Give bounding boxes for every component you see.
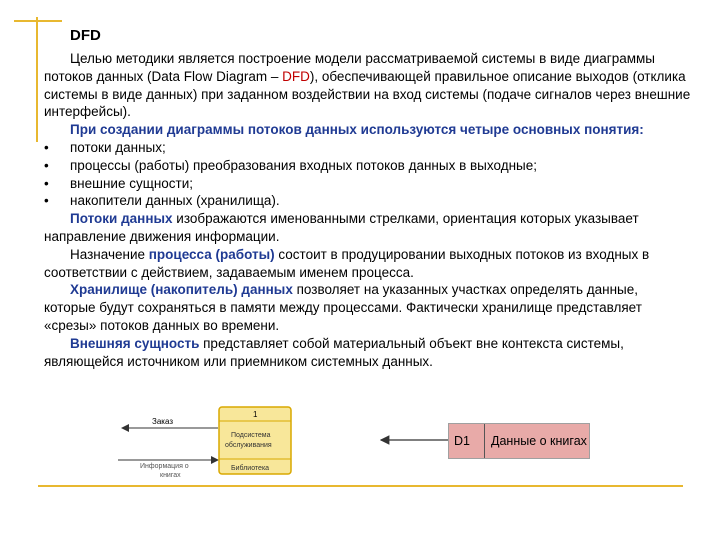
paragraph-goal-text: Целью методики является построение модели рассматриваемой системы в виде диаграммы потоков данных (Data Flow Diagram – [44,51,656,84]
paragraph-store-text: позволяет на указанных участках определять данные, которые будут сохраняться в памяти между процессами. Фактически хранилище представляет «срезы» потоков данных во времени. [44,282,642,333]
paragraph-flows-text: изображаются именованными стрелками, ориентация которых указывает направление движения информации. [44,211,639,244]
dfd-highlight: DFD [282,68,310,84]
paragraph-goal-text-end: ), обеспечивающей правильное описание выходов (отклика системы в виде данных) при заданном воздействии на вход системы (подаче сигналов через внешние интерфейсы). [44,68,691,120]
accent-vertical-line [36,17,38,142]
paragraph-process-start: Назначение [70,246,149,262]
bullet-mark: • [44,193,49,209]
data-store-name: Данные о книгах [491,434,587,448]
list-item [44,192,692,210]
list-item [44,139,692,157]
process-mechanism: Библиотека [231,465,270,472]
bullet-mark: • [44,157,49,173]
process-number: 1 [253,410,258,419]
paragraph-entity [44,335,692,371]
list-item-text: накопители данных (хранилища). [70,193,280,209]
paragraph-concepts: При создании диаграммы потоков данных используются четыре основных понятия: [70,122,644,138]
data-store-id: D1 [449,424,485,458]
paragraph-process-text: состоит в продуцировании выходных потоков из входных в соответствии с действием, задаваемым именем процесса. [44,246,650,280]
process-name-1: Подсистема [231,432,271,439]
accent-top-line [14,20,62,22]
paragraph-process [44,246,692,282]
term-process: процесса (работы) [148,246,275,262]
bullet-mark: • [44,175,49,191]
list-item [44,157,692,175]
slide-title: DFD [70,27,101,44]
data-store-box [448,423,590,459]
term-data-flows: Потоки данных [70,211,173,227]
list-item-text: потоки данных; [70,139,166,155]
list-item-text: процессы (работы) преобразования входных потоков данных в выходные; [70,157,537,173]
paragraph-flows [44,210,692,246]
slide-body [44,50,692,370]
paragraph-store [44,281,692,334]
term-data-store: Хранилище (накопитель) данных [70,282,293,298]
list-item-text: внешние сущности; [70,175,194,191]
process-diagram [118,404,303,479]
accent-bottom-line [38,485,683,487]
list-item [44,175,692,193]
store-flow-arrow [378,434,450,446]
term-external-entity: Внешняя сущность [70,335,200,351]
paragraph-goal [44,50,692,121]
bullet-mark: • [44,139,49,155]
paragraph-entity-text: представляет собой материальный объект вне контекста системы, являющейся источником или приемником системных данных. [44,335,624,369]
in-flow-label-2: книгах [160,472,181,479]
concept-list [44,139,692,210]
out-flow-label: Заказ [152,417,173,426]
in-flow-label-1: Информация о [140,463,189,470]
process-name-2: обслуживания [225,442,272,449]
